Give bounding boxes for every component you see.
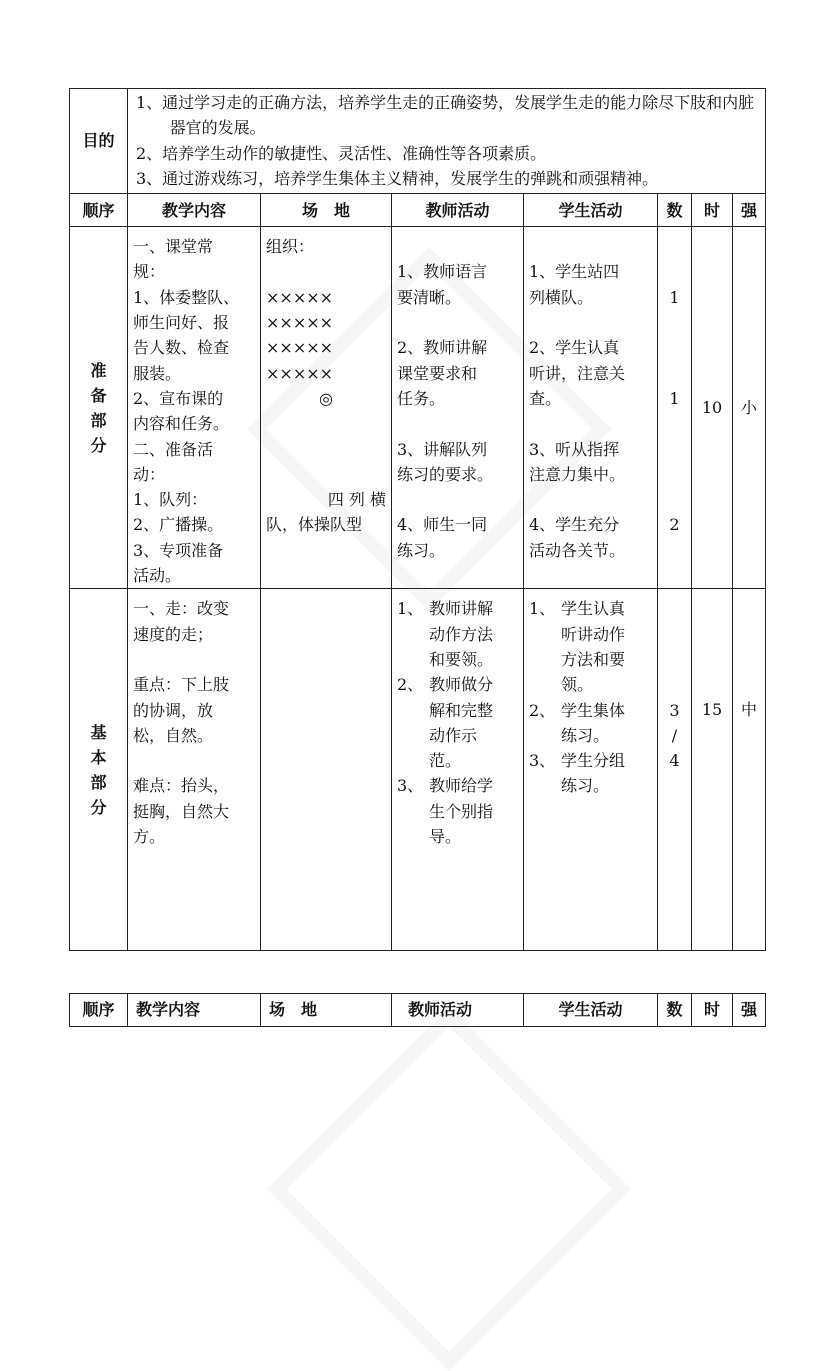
list-item bbox=[397, 672, 518, 773]
header-order: 顺序 bbox=[70, 994, 128, 1027]
header-student: 学生活动 bbox=[524, 994, 658, 1027]
basic-student bbox=[524, 589, 658, 951]
text-line: 师生问好、报 bbox=[133, 313, 230, 333]
text-line bbox=[663, 647, 686, 672]
text-line bbox=[663, 437, 686, 462]
text-line: 一、课堂常 bbox=[133, 237, 214, 257]
item-text: 方法和要 bbox=[561, 649, 626, 669]
text-line: 二、准备活 bbox=[133, 439, 214, 459]
text-line: 2、广播操。 bbox=[133, 515, 224, 535]
prep-count bbox=[658, 227, 692, 589]
item-text: 动作示 bbox=[429, 725, 478, 745]
text-line: 规： bbox=[133, 262, 166, 282]
header-time: 时 bbox=[692, 194, 733, 227]
text-line: 队，体操队型 bbox=[266, 515, 363, 535]
header-content: 教学内容 bbox=[128, 194, 261, 227]
header-intensity: 强 bbox=[733, 194, 766, 227]
item-number: 2、 bbox=[397, 675, 424, 695]
text-line: 4 bbox=[669, 751, 680, 771]
text-line: 方。 bbox=[133, 827, 166, 847]
item-text: 解和完整 bbox=[429, 700, 494, 720]
text-line: 注意力集中。 bbox=[529, 464, 626, 484]
text-line: 1 bbox=[669, 388, 680, 408]
basic-intensity-value: 中 bbox=[741, 700, 758, 720]
text-line bbox=[397, 310, 518, 335]
text-line: 4、师生一同 bbox=[397, 515, 488, 535]
item-number: 3、 bbox=[529, 751, 556, 771]
text-line: 3、讲解队列 bbox=[397, 439, 488, 459]
item-text: 导。 bbox=[429, 827, 462, 847]
basic-time bbox=[692, 589, 733, 951]
item-text: 和要领。 bbox=[429, 649, 494, 669]
item-text: 学生认真 bbox=[561, 599, 626, 619]
item-number: 1、 bbox=[397, 599, 424, 619]
header-time: 时 bbox=[692, 994, 733, 1027]
item-number: 2、 bbox=[529, 700, 556, 720]
text-line bbox=[266, 411, 386, 436]
text-line: 3、专项准备 bbox=[133, 540, 224, 560]
text-line bbox=[529, 487, 652, 512]
text-line: 内容和任务。 bbox=[133, 414, 230, 434]
text-line: 3 bbox=[669, 700, 680, 720]
list-item bbox=[529, 596, 652, 697]
text-line bbox=[266, 462, 386, 487]
item-text: 生个别指 bbox=[429, 801, 494, 821]
text-line bbox=[663, 622, 686, 647]
text-line: 4、学生充分 bbox=[529, 515, 620, 535]
basic-venue bbox=[261, 589, 392, 951]
text-line: 练习。 bbox=[397, 540, 446, 560]
item-text: 学生集体 bbox=[561, 700, 626, 720]
text-line bbox=[663, 310, 686, 335]
goal-list bbox=[128, 89, 766, 194]
prep-content bbox=[128, 227, 261, 589]
text-line bbox=[529, 234, 652, 259]
header-teacher: 教师活动 bbox=[392, 194, 524, 227]
text-line: 查。 bbox=[529, 388, 562, 408]
header-count: 数 bbox=[658, 994, 692, 1027]
text-line: 四 列 横 bbox=[327, 490, 386, 510]
text-line: 1、体委整队、 bbox=[133, 287, 240, 307]
text-line: 组织： bbox=[266, 237, 315, 257]
text-line bbox=[397, 487, 518, 512]
goal-label: 目的 bbox=[70, 89, 128, 194]
text-line bbox=[266, 437, 386, 462]
basic-row bbox=[70, 589, 766, 951]
text-line: 重点：下上肢 bbox=[133, 675, 230, 695]
basic-label: 基本部分 bbox=[90, 722, 107, 817]
basic-teacher bbox=[392, 589, 524, 951]
text-line: 1、队列： bbox=[133, 490, 208, 510]
prep-intensity: 小 bbox=[733, 227, 766, 589]
text-line: 要清晰。 bbox=[397, 287, 462, 307]
item-text: 范。 bbox=[429, 751, 462, 771]
header-content: 教学内容 bbox=[128, 994, 261, 1027]
text-line: 1、学生站四 bbox=[529, 262, 620, 282]
text-line bbox=[133, 748, 255, 773]
text-line: / bbox=[671, 725, 678, 745]
text-line: 1 bbox=[669, 287, 680, 307]
text-line: 一、走：改变 bbox=[133, 599, 230, 619]
prep-time: 10 bbox=[692, 227, 733, 589]
text-line bbox=[663, 234, 686, 259]
text-line: 活动各关节。 bbox=[529, 540, 626, 560]
list-item bbox=[397, 596, 518, 672]
prep-student bbox=[524, 227, 658, 589]
item-text: 练习。 bbox=[561, 776, 610, 796]
text-line bbox=[663, 411, 686, 436]
prep-label: 准备部分 bbox=[90, 360, 107, 455]
header-row-2 bbox=[70, 994, 766, 1027]
text-line: 2、学生认真 bbox=[529, 338, 620, 358]
text-line bbox=[529, 310, 652, 335]
text-line: 的协调，放 bbox=[133, 700, 214, 720]
goal-item: 3、通过游戏练习，培养学生集体主义精神，发展学生的弹跳和顽强精神。 bbox=[136, 168, 659, 188]
list-item bbox=[529, 698, 652, 749]
header-intensity: 强 bbox=[733, 994, 766, 1027]
item-text: 教师做分 bbox=[429, 675, 494, 695]
text-line: 难点：抬头， bbox=[133, 776, 230, 796]
text-line bbox=[266, 259, 386, 284]
text-line bbox=[397, 234, 518, 259]
item-text: 教师讲解 bbox=[429, 599, 494, 619]
text-line: ××××× bbox=[266, 338, 334, 358]
basic-intensity bbox=[733, 589, 766, 951]
lesson-plan-table-2 bbox=[69, 993, 766, 1027]
text-line bbox=[663, 487, 686, 512]
header-venue: 场 地 bbox=[261, 194, 392, 227]
header-teacher: 教师活动 bbox=[392, 994, 524, 1027]
basic-count bbox=[658, 589, 692, 951]
header-count: 数 bbox=[658, 194, 692, 227]
item-text: 动作方法 bbox=[429, 624, 494, 644]
text-line bbox=[663, 259, 686, 284]
text-line: ××××× bbox=[266, 313, 334, 333]
lesson-plan-table bbox=[69, 88, 766, 951]
goal-row bbox=[70, 89, 766, 194]
text-line: 服装。 bbox=[133, 363, 182, 383]
item-number: 3、 bbox=[397, 776, 424, 796]
text-line: 2、教师讲解 bbox=[397, 338, 488, 358]
text-line: ◎ bbox=[319, 388, 333, 408]
text-line: ××××× bbox=[266, 287, 334, 307]
prep-venue bbox=[261, 227, 392, 589]
text-line bbox=[663, 361, 686, 386]
text-line bbox=[663, 596, 686, 621]
header-venue: 场 地 bbox=[261, 994, 392, 1027]
text-line: 列横队。 bbox=[529, 287, 594, 307]
item-text: 学生分组 bbox=[561, 751, 626, 771]
text-line bbox=[663, 672, 686, 697]
item-text: 教师给学 bbox=[429, 776, 494, 796]
basic-time-value: 15 bbox=[701, 700, 723, 720]
text-line: 听讲，注意关 bbox=[529, 363, 626, 383]
item-text: 听讲动作 bbox=[561, 624, 626, 644]
text-line: 2 bbox=[669, 515, 680, 535]
item-text: 练习。 bbox=[561, 725, 610, 745]
goal-item: 1、通过学习走的正确方法，培养学生走的正确姿势，发展学生走的能力除尽下肢和内脏器官的发展。 bbox=[136, 93, 755, 138]
text-line: 1、教师语言 bbox=[397, 262, 488, 282]
header-order: 顺序 bbox=[70, 194, 128, 227]
basic-content bbox=[128, 589, 261, 951]
header-student: 学生活动 bbox=[524, 194, 658, 227]
prep-row bbox=[70, 227, 766, 589]
text-line: 告人数、检查 bbox=[133, 338, 230, 358]
text-line: 松，自然。 bbox=[133, 725, 214, 745]
text-line: ××××× bbox=[266, 363, 334, 383]
text-line bbox=[397, 411, 518, 436]
item-number: 1、 bbox=[529, 599, 556, 619]
text-line: 活动。 bbox=[133, 566, 182, 586]
goal-item: 2、培养学生动作的敏捷性、灵活性、准确性等各项素质。 bbox=[136, 143, 547, 163]
text-line: 3、听从指挥 bbox=[529, 439, 620, 459]
list-item bbox=[529, 748, 652, 799]
text-line: 挺胸，自然大 bbox=[133, 801, 230, 821]
text-line bbox=[663, 462, 686, 487]
text-line bbox=[529, 411, 652, 436]
text-line bbox=[133, 647, 255, 672]
text-line: 任务。 bbox=[397, 388, 446, 408]
item-text: 领。 bbox=[561, 675, 594, 695]
text-line: 课堂要求和 bbox=[397, 363, 478, 383]
text-line: 动： bbox=[133, 464, 166, 484]
list-item bbox=[397, 773, 518, 849]
prep-teacher bbox=[392, 227, 524, 589]
watermark bbox=[267, 1007, 632, 1371]
text-line: 2、宣布课的 bbox=[133, 388, 224, 408]
header-row bbox=[70, 194, 766, 227]
text-line bbox=[663, 335, 686, 360]
text-line: 练习的要求。 bbox=[397, 464, 494, 484]
text-line: 速度的走； bbox=[133, 624, 214, 644]
